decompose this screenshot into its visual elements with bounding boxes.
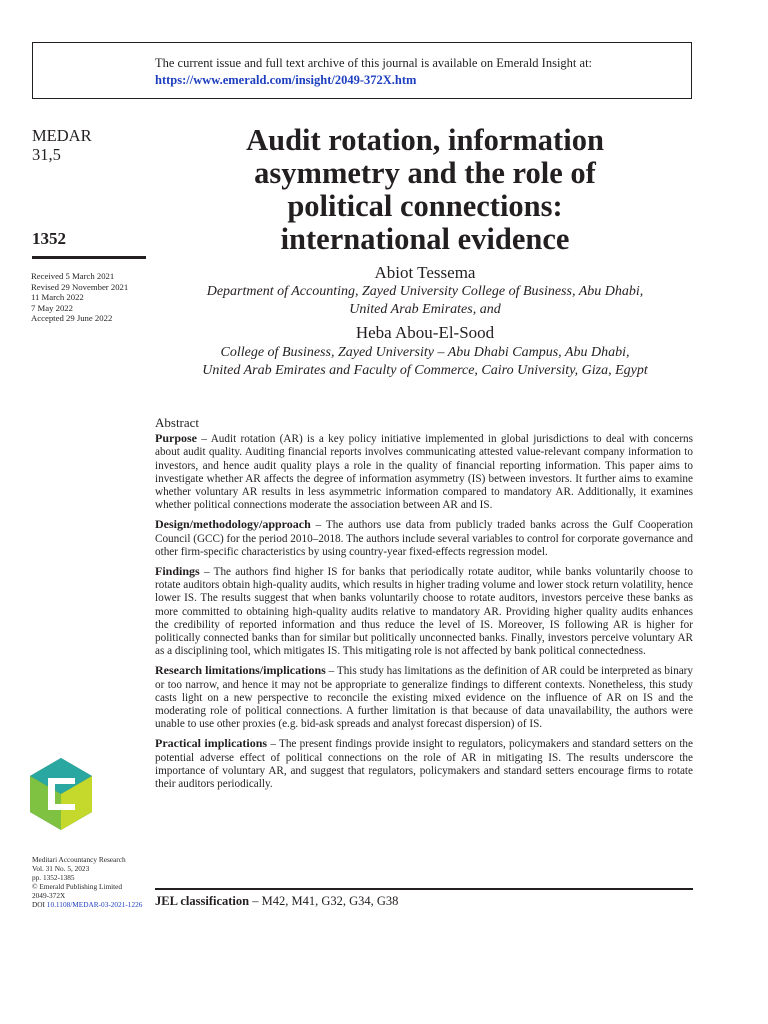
- journal-citation: [32, 126, 142, 164]
- section-text: – The authors find higher IS for banks that periodically rotate auditor, while banks voluntarily choose to rotate auditors obtain high-quality audits, which results in higher trading volume and lower stock return volatility, hence lower IS. The results suggest that when banks voluntarily choose to rotate auditors, investors perceive these banks as more committed to obtaining high-quality audits relative to mandatory AR. Providing higher quality audits enhances the credibility of reported information and thus reduce the level of IS. Moreover, IS following AR is higher for politically connected banks than for similar but politically unconnected banks. Finally, investors perceive voluntary AR as a disciplining tool, which mitigates IS. This mitigating role is not affected by bank political connectedness.: [155, 566, 694, 658]
- volume-issue: 31,5: [32, 145, 61, 164]
- imprint-line: pp. 1352-1385: [32, 873, 75, 882]
- affiliation-line: Department of Accounting, Zayed University College of Business, Abu Dhabi,: [206, 284, 644, 299]
- section-label: Purpose: [155, 431, 197, 446]
- journal-link[interactable]: https://www.emerald.com/insight/2049-372X.htm: [155, 73, 417, 87]
- submission-dates: [31, 271, 146, 324]
- archive-banner: [32, 42, 692, 99]
- abstract-purpose: [155, 432, 693, 512]
- author-name: Abiot Tessema: [374, 263, 476, 282]
- jel-label: JEL classification: [155, 894, 250, 908]
- date-received: Received 5 March 2021: [31, 271, 115, 281]
- affiliation-line: United Arab Emirates, and: [349, 301, 501, 317]
- title-line: international evidence: [280, 222, 570, 256]
- jel-classification: [155, 894, 398, 909]
- abstract-limitations: [155, 664, 693, 731]
- title-line: Audit rotation, information: [246, 123, 604, 157]
- abstract-design: [155, 518, 693, 559]
- article-title: [160, 124, 690, 256]
- imprint-line: Vol. 31 No. 5, 2023: [32, 864, 90, 873]
- title-line: asymmetry and the role of: [254, 156, 596, 190]
- banner-text: The current issue and full text archive of this journal is available on Emerald Insight at:: [155, 56, 593, 70]
- doi-prefix: DOI: [32, 900, 47, 909]
- imprint-line: Meditari Accountancy Research: [32, 855, 126, 864]
- section-text: – This study has limitations as the definition of AR could be interpreted as binary or too narrow, and hence it may not be appropriate to generalize findings to different contexts. Nonetheless, this study casts light on a new perspective to reconcile the existing mixed evidence on the influence of AR on IS and the moderating role of political connections. A further limitation is that because of data unavailability, the authors were unable to use other proxies (e.g. bid-ask spreads and analyst forecast dispersion) of IS.: [155, 665, 693, 731]
- jel-divider: [155, 888, 693, 890]
- abstract: [155, 416, 693, 797]
- author-name: Heba Abou-El-Sood: [355, 323, 495, 342]
- section-label: Practical implications: [155, 736, 268, 751]
- journal-logo-icon: [30, 758, 92, 830]
- jel-codes: – M42, M41, G32, G34, G38: [249, 894, 399, 908]
- doi-line: [32, 900, 147, 909]
- journal-imprint: [32, 855, 147, 909]
- affiliation-line: College of Business, Zayed University – Abu Dhabi Campus, Abu Dhabi,: [220, 345, 630, 360]
- imprint-line: © Emerald Publishing Limited: [32, 882, 123, 891]
- author-affiliation: [160, 283, 690, 318]
- sidebar-divider: [32, 256, 146, 259]
- abstract-practical: [155, 737, 693, 791]
- journal-abbrev: MEDAR: [32, 126, 92, 145]
- page-number: 1352: [32, 229, 66, 248]
- date-revised: Revised 29 November 2021: [31, 281, 129, 292]
- date-revised-3: 7 May 2022: [31, 302, 73, 313]
- banner-text-block: [155, 55, 592, 89]
- section-text: – The present findings provide insight to regulators, policymakers and standard setters on the potential adverse effect of political connections on the role of AR in mitigating IS. The results underscore the importance of voluntary AR, and suggest that regulators, policymakers and standard setters encourage firms to rotate their auditors periodically.: [155, 738, 693, 791]
- imprint-line: 2049-372X: [32, 891, 66, 900]
- date-revised-2: 11 March 2022: [31, 292, 84, 302]
- section-label: Design/methodology/approach: [155, 517, 311, 532]
- date-accepted: Accepted 29 June 2022: [31, 313, 113, 323]
- section-text: – Audit rotation (AR) is a key policy initiative implemented in global jurisdictions to deal with concerns about audit quality. Auditing financial reports involves communicating attested value-relevant company information to investors, and hence audit quality plays a role in the quality of financial reporting information. This paper aims to investigate whether AR affects the degree of information asymmetry (IS) between investors. It further aims to examine whether voluntary AR results in less asymmetric information compared to mandatory AR. Additionally, it examines whether political connections moderate the association between AR and IS.: [155, 433, 693, 512]
- doi-link[interactable]: 10.1108/MEDAR-03-2021-1226: [46, 900, 143, 909]
- abstract-findings: [155, 565, 693, 658]
- title-line: political connections:: [287, 189, 563, 223]
- author-affiliation: [160, 344, 690, 379]
- abstract-heading: Abstract: [155, 415, 200, 430]
- section-label: Research limitations/implications: [155, 663, 326, 678]
- affiliation-line: United Arab Emirates and Faculty of Commerce, Cairo University, Giza, Egypt: [202, 362, 648, 378]
- section-label: Findings: [155, 564, 200, 579]
- section-text: – The authors use data from publicly traded banks across the Gulf Cooperation Council (GCC) for the period 2010–2018. The authors include several variables to control for corporate governance and other firm-specific characteristics by using country-year fixed-effects regression model.: [155, 519, 693, 558]
